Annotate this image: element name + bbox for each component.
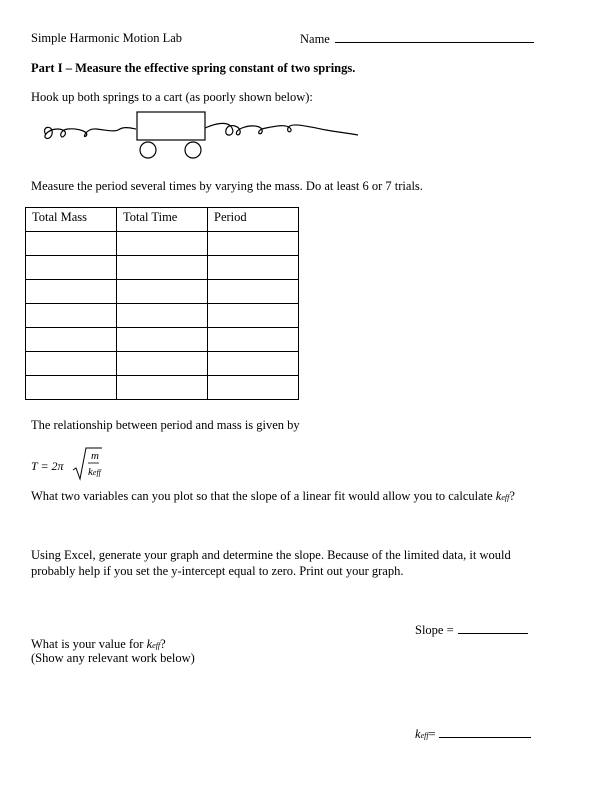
table-cell[interactable] bbox=[208, 376, 299, 400]
name-label-text: Name bbox=[300, 32, 330, 46]
right-spring bbox=[205, 123, 358, 135]
table-cell[interactable] bbox=[117, 352, 208, 376]
question-keff-end: ? bbox=[160, 637, 166, 651]
slope-label: Slope = bbox=[415, 623, 454, 637]
table-row bbox=[26, 280, 299, 304]
name-label bbox=[300, 31, 534, 47]
excel-instruction-line2: probably help if you set the y-intercept equal to zero. Print out your graph. bbox=[31, 564, 404, 578]
table-cell[interactable] bbox=[117, 304, 208, 328]
show-work-note: (Show any relevant work below) bbox=[31, 651, 195, 665]
table-cell[interactable] bbox=[26, 256, 117, 280]
table-row bbox=[26, 232, 299, 256]
question-variables-k: k bbox=[495, 489, 502, 503]
relationship-text: The relationship between period and mass is given by bbox=[31, 418, 300, 432]
question-keff bbox=[31, 637, 166, 652]
table-cell[interactable] bbox=[208, 256, 299, 280]
question-variables-sub: eff bbox=[501, 493, 510, 502]
table-row bbox=[26, 328, 299, 352]
table-cell[interactable] bbox=[26, 280, 117, 304]
left-spring bbox=[44, 127, 136, 138]
table-cell[interactable] bbox=[26, 352, 117, 376]
table-cell[interactable] bbox=[208, 304, 299, 328]
formula-numerator: m bbox=[91, 450, 99, 462]
header-period: Period bbox=[208, 208, 299, 232]
part1-heading: Part I – Measure the effective spring constant of two springs. bbox=[31, 61, 356, 75]
slope-answer bbox=[415, 622, 528, 638]
table-cell[interactable] bbox=[117, 256, 208, 280]
cart-springs-sketch bbox=[36, 106, 366, 164]
table-row bbox=[26, 256, 299, 280]
formula-den-sub: eff bbox=[92, 468, 101, 477]
table-cell[interactable] bbox=[26, 328, 117, 352]
cart-wheel-left bbox=[140, 142, 156, 158]
table-cell[interactable] bbox=[117, 232, 208, 256]
formula-denominator bbox=[88, 466, 101, 478]
table-cell[interactable] bbox=[26, 376, 117, 400]
worksheet-title: Simple Harmonic Motion Lab bbox=[31, 31, 183, 45]
question-keff-k: k bbox=[146, 637, 153, 651]
table-header-row bbox=[26, 208, 299, 232]
keff-answer-equals: = bbox=[428, 727, 436, 741]
table-cell[interactable] bbox=[208, 328, 299, 352]
cart-wheel-right bbox=[185, 142, 201, 158]
measure-instruction: Measure the period several times by varying the mass. Do at least 6 or 7 trials. bbox=[31, 179, 423, 193]
question-keff-text: What is your value for bbox=[31, 637, 147, 651]
table-row bbox=[26, 304, 299, 328]
data-table bbox=[25, 207, 299, 400]
question-variables bbox=[31, 489, 515, 504]
table-cell[interactable] bbox=[208, 352, 299, 376]
excel-instruction-line1: Using Excel, generate your graph and determine the slope. Because of the limited data, it would bbox=[31, 548, 511, 562]
table-row bbox=[26, 352, 299, 376]
question-keff-sub: eff bbox=[152, 641, 161, 650]
header-total-time: Total Time bbox=[117, 208, 208, 232]
table-cell[interactable] bbox=[117, 328, 208, 352]
keff-answer-sub: eff bbox=[420, 731, 429, 740]
formula-den-k: k bbox=[88, 466, 93, 478]
keff-answer-k: k bbox=[415, 727, 421, 741]
table-cell[interactable] bbox=[117, 280, 208, 304]
table-cell[interactable] bbox=[117, 376, 208, 400]
period-formula bbox=[31, 446, 111, 486]
header-total-mass: Total Mass bbox=[26, 208, 117, 232]
cart-body bbox=[137, 112, 205, 140]
name-blank[interactable] bbox=[335, 31, 534, 43]
hookup-instruction: Hook up both springs to a cart (as poorly shown below): bbox=[31, 90, 313, 104]
table-cell[interactable] bbox=[26, 232, 117, 256]
keff-blank[interactable] bbox=[439, 726, 531, 738]
table-cell[interactable] bbox=[26, 304, 117, 328]
slope-blank[interactable] bbox=[458, 622, 528, 634]
question-variables-text: What two variables can you plot so that the slope of a linear fit would allow you to calculate bbox=[31, 489, 496, 503]
table-cell[interactable] bbox=[208, 232, 299, 256]
keff-answer bbox=[415, 726, 531, 742]
formula-lhs: T = 2π bbox=[31, 459, 64, 473]
table-cell[interactable] bbox=[208, 280, 299, 304]
question-variables-end: ? bbox=[509, 489, 515, 503]
table-row bbox=[26, 376, 299, 400]
